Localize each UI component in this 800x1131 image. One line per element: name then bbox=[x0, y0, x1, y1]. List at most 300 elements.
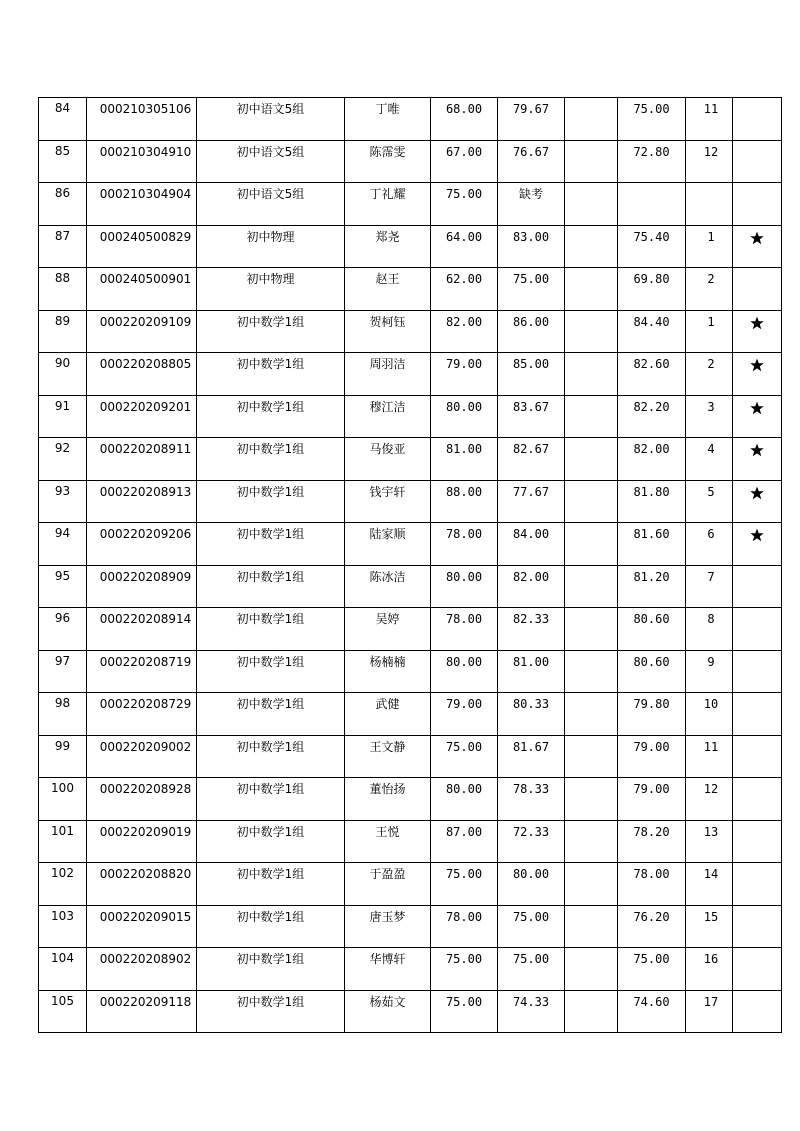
candidate-name: 周羽洁 bbox=[369, 357, 406, 371]
exam-id-cell bbox=[87, 778, 197, 821]
total-score-cell bbox=[618, 650, 686, 693]
rank-cell bbox=[686, 905, 733, 948]
total-score: 81.20 bbox=[633, 569, 670, 584]
rank: 11 bbox=[703, 739, 719, 754]
exam-id: 000220208911 bbox=[99, 442, 192, 456]
total-score-cell bbox=[618, 438, 686, 481]
interview-score-cell bbox=[498, 820, 565, 863]
candidate-name: 丁礼耀 bbox=[369, 187, 406, 201]
candidate-name-cell bbox=[345, 395, 431, 438]
row-number: 90 bbox=[54, 356, 71, 370]
table-row bbox=[39, 778, 782, 821]
exam-id-cell bbox=[87, 268, 197, 311]
written-score-cell bbox=[431, 353, 498, 396]
candidate-name-cell bbox=[345, 905, 431, 948]
position-name-cell bbox=[197, 268, 345, 311]
rank: 6 bbox=[707, 527, 715, 541]
total-score-cell bbox=[618, 268, 686, 311]
rank: 12 bbox=[703, 782, 719, 796]
exam-id: 000240500901 bbox=[99, 272, 192, 286]
candidate-name: 华博轩 bbox=[369, 952, 406, 966]
position-name: 初中数学1组 bbox=[236, 654, 305, 669]
candidate-name-cell bbox=[345, 820, 431, 863]
written-score: 62.00 bbox=[445, 272, 483, 286]
exam-id-cell bbox=[87, 990, 197, 1033]
candidate-name-cell bbox=[345, 183, 431, 226]
interview-score: 78.33 bbox=[512, 782, 550, 796]
rank-cell bbox=[686, 438, 733, 481]
position-name-cell bbox=[197, 310, 345, 353]
position-name-cell bbox=[197, 183, 345, 226]
empty-cell-cell bbox=[565, 778, 618, 821]
position-name: 初中物理 bbox=[246, 272, 295, 286]
position-name-cell bbox=[197, 735, 345, 778]
rank: 2 bbox=[707, 272, 715, 286]
interview-score-cell bbox=[498, 863, 565, 906]
candidate-name-cell bbox=[345, 778, 431, 821]
rank-cell bbox=[686, 948, 733, 991]
rank-cell bbox=[686, 268, 733, 311]
empty-cell-cell bbox=[565, 990, 618, 1033]
exam-id-cell bbox=[87, 735, 197, 778]
rank-cell bbox=[686, 863, 733, 906]
table-row bbox=[39, 735, 782, 778]
row-number: 85 bbox=[54, 143, 71, 158]
total-score: 74.60 bbox=[633, 994, 670, 1009]
position-name-cell bbox=[197, 650, 345, 693]
exam-id-cell bbox=[87, 310, 197, 353]
mark-cell bbox=[733, 735, 782, 778]
exam-id-cell bbox=[87, 905, 197, 948]
exam-id-cell bbox=[87, 863, 197, 906]
rank: 15 bbox=[703, 909, 719, 924]
total-score: 81.60 bbox=[633, 527, 670, 541]
total-score: 79.00 bbox=[633, 782, 670, 796]
position-name: 初中数学1组 bbox=[236, 952, 305, 966]
interview-score-cell bbox=[498, 98, 565, 141]
table-row bbox=[39, 353, 782, 396]
candidate-name: 贺柯钰 bbox=[369, 314, 406, 329]
total-score-cell bbox=[618, 948, 686, 991]
position-name: 初中数学1组 bbox=[236, 739, 305, 754]
interview-score: 75.00 bbox=[512, 952, 550, 966]
exam-id: 000240500829 bbox=[99, 229, 192, 244]
total-score: 79.00 bbox=[633, 739, 670, 754]
candidate-name: 杨茹文 bbox=[369, 994, 406, 1009]
mark-cell bbox=[733, 608, 782, 651]
empty-cell-cell bbox=[565, 820, 618, 863]
interview-score-cell bbox=[498, 310, 565, 353]
table-row bbox=[39, 863, 782, 906]
candidate-name: 陈霈雯 bbox=[369, 144, 406, 159]
written-score-cell bbox=[431, 948, 498, 991]
interview-score-cell bbox=[498, 735, 565, 778]
exam-id-cell bbox=[87, 523, 197, 566]
table-row bbox=[39, 438, 782, 481]
exam-id: 000210305106 bbox=[99, 102, 192, 116]
table-row bbox=[39, 650, 782, 693]
row-number-cell bbox=[39, 353, 87, 396]
position-name-cell bbox=[197, 480, 345, 523]
interview-score: 80.33 bbox=[512, 697, 550, 711]
total-score: 75.00 bbox=[633, 952, 670, 966]
position-name: 初中数学1组 bbox=[236, 994, 305, 1009]
total-score-cell bbox=[618, 905, 686, 948]
empty-cell-cell bbox=[565, 438, 618, 481]
empty-cell-cell bbox=[565, 863, 618, 906]
written-score: 79.00 bbox=[445, 357, 483, 371]
rank-cell bbox=[686, 820, 733, 863]
exam-id-cell bbox=[87, 693, 197, 736]
exam-id: 000220209206 bbox=[99, 527, 192, 541]
interview-score: 72.33 bbox=[512, 824, 550, 839]
candidate-name-cell bbox=[345, 650, 431, 693]
table-row bbox=[39, 140, 782, 183]
interview-score: 80.00 bbox=[512, 867, 550, 881]
position-name-cell bbox=[197, 608, 345, 651]
score-table bbox=[38, 97, 782, 1033]
position-name: 初中数学1组 bbox=[236, 399, 305, 414]
written-score: 64.00 bbox=[445, 229, 483, 244]
candidate-name: 陈冰洁 bbox=[369, 569, 406, 584]
candidate-name: 穆江洁 bbox=[369, 399, 406, 414]
total-score-cell bbox=[618, 863, 686, 906]
candidate-name-cell bbox=[345, 480, 431, 523]
row-number-cell bbox=[39, 98, 87, 141]
exam-id: 000220208805 bbox=[99, 357, 192, 371]
exam-id-cell bbox=[87, 395, 197, 438]
total-score-cell bbox=[618, 990, 686, 1033]
row-number-cell bbox=[39, 863, 87, 906]
table-row bbox=[39, 480, 782, 523]
position-name: 初中语文5组 bbox=[236, 102, 305, 116]
position-name: 初中数学1组 bbox=[236, 484, 305, 499]
written-score: 81.00 bbox=[445, 442, 483, 456]
written-score-cell bbox=[431, 565, 498, 608]
table-row bbox=[39, 523, 782, 566]
written-score-cell bbox=[431, 268, 498, 311]
row-number-cell bbox=[39, 650, 87, 693]
position-name: 初中语文5组 bbox=[236, 144, 305, 159]
total-score: 75.00 bbox=[633, 102, 670, 116]
written-score-cell bbox=[431, 735, 498, 778]
row-number-cell bbox=[39, 480, 87, 523]
candidate-name-cell bbox=[345, 98, 431, 141]
mark-cell bbox=[733, 693, 782, 736]
position-name: 初中数学1组 bbox=[236, 569, 305, 584]
mark-cell bbox=[733, 778, 782, 821]
row-number-cell bbox=[39, 948, 87, 991]
row-number-cell bbox=[39, 990, 87, 1033]
interview-score-cell bbox=[498, 778, 565, 821]
empty-cell-cell bbox=[565, 650, 618, 693]
exam-id: 000220208909 bbox=[99, 569, 192, 584]
total-score: 80.60 bbox=[633, 654, 670, 669]
written-score-cell bbox=[431, 990, 498, 1033]
candidate-name-cell bbox=[345, 523, 431, 566]
interview-score-cell bbox=[498, 948, 565, 991]
candidate-name-cell bbox=[345, 438, 431, 481]
rank-cell bbox=[686, 523, 733, 566]
row-number: 88 bbox=[54, 271, 71, 285]
exam-id: 000220209019 bbox=[99, 824, 192, 839]
position-name: 初中数学1组 bbox=[236, 527, 305, 541]
written-score-cell bbox=[431, 98, 498, 141]
exam-id-cell bbox=[87, 480, 197, 523]
rank-cell bbox=[686, 693, 733, 736]
total-score-cell bbox=[618, 820, 686, 863]
mark-cell bbox=[733, 905, 782, 948]
interview-score-cell bbox=[498, 183, 565, 226]
mark-cell bbox=[733, 650, 782, 693]
written-score-cell bbox=[431, 438, 498, 481]
written-score-cell bbox=[431, 225, 498, 268]
rank: 14 bbox=[703, 867, 719, 881]
row-number-cell bbox=[39, 268, 87, 311]
exam-id: 000220209109 bbox=[99, 314, 192, 329]
empty-cell-cell bbox=[565, 140, 618, 183]
total-score-cell bbox=[618, 565, 686, 608]
mark-cell bbox=[733, 565, 782, 608]
exam-id-cell bbox=[87, 438, 197, 481]
total-score-cell bbox=[618, 735, 686, 778]
position-name: 初中数学1组 bbox=[236, 867, 305, 881]
rank: 9 bbox=[707, 654, 715, 669]
exam-id: 000220208914 bbox=[99, 612, 192, 626]
candidate-name: 丁唯 bbox=[375, 102, 400, 116]
position-name-cell bbox=[197, 990, 345, 1033]
interview-score: 81.00 bbox=[512, 654, 550, 669]
exam-id-cell bbox=[87, 225, 197, 268]
candidate-name: 于盈盈 bbox=[369, 867, 406, 881]
rank: 12 bbox=[703, 144, 719, 159]
table-row bbox=[39, 98, 782, 141]
position-name-cell bbox=[197, 948, 345, 991]
rank-cell bbox=[686, 395, 733, 438]
exam-id: 000220209015 bbox=[99, 909, 192, 924]
star-icon bbox=[750, 528, 764, 542]
position-name-cell bbox=[197, 395, 345, 438]
table-row bbox=[39, 693, 782, 736]
row-number-cell bbox=[39, 608, 87, 651]
written-score-cell bbox=[431, 905, 498, 948]
written-score-cell bbox=[431, 820, 498, 863]
row-number: 84 bbox=[54, 101, 71, 115]
exam-id-cell bbox=[87, 608, 197, 651]
row-number: 91 bbox=[54, 398, 71, 413]
interview-score-cell bbox=[498, 523, 565, 566]
candidate-name: 杨楠楠 bbox=[369, 654, 406, 669]
interview-score: 76.67 bbox=[512, 144, 550, 159]
empty-cell-cell bbox=[565, 183, 618, 226]
candidate-name: 武健 bbox=[375, 697, 400, 711]
interview-score-cell bbox=[498, 650, 565, 693]
row-number-cell bbox=[39, 140, 87, 183]
written-score: 75.00 bbox=[445, 867, 483, 881]
rank-cell bbox=[686, 565, 733, 608]
mark-cell bbox=[733, 523, 782, 566]
written-score: 75.00 bbox=[445, 187, 483, 201]
interview-score: 84.00 bbox=[512, 527, 550, 541]
total-score-cell bbox=[618, 608, 686, 651]
candidate-name: 郑尧 bbox=[375, 229, 400, 244]
mark-cell bbox=[733, 225, 782, 268]
mark-cell bbox=[733, 395, 782, 438]
rank-cell bbox=[686, 98, 733, 141]
rank-cell bbox=[686, 778, 733, 821]
exam-id-cell bbox=[87, 820, 197, 863]
candidate-name: 陆家顺 bbox=[369, 527, 406, 541]
row-number: 98 bbox=[54, 696, 71, 710]
empty-cell-cell bbox=[565, 565, 618, 608]
interview-score: 81.67 bbox=[512, 739, 550, 754]
total-score: 75.40 bbox=[633, 229, 670, 244]
row-number: 100 bbox=[51, 781, 74, 795]
empty-cell-cell bbox=[565, 98, 618, 141]
position-name: 初中数学1组 bbox=[236, 824, 305, 839]
candidate-name-cell bbox=[345, 863, 431, 906]
exam-id: 000220208719 bbox=[99, 654, 192, 669]
rank: 13 bbox=[703, 824, 719, 839]
candidate-name: 钱宇轩 bbox=[369, 484, 406, 499]
row-number: 97 bbox=[54, 653, 71, 668]
mark-cell bbox=[733, 98, 782, 141]
exam-id: 000220208902 bbox=[99, 952, 192, 966]
mark-cell bbox=[733, 948, 782, 991]
written-score: 80.00 bbox=[445, 569, 483, 584]
interview-score-cell bbox=[498, 608, 565, 651]
written-score: 75.00 bbox=[445, 994, 483, 1009]
total-score: 82.60 bbox=[633, 357, 670, 371]
row-number-cell bbox=[39, 820, 87, 863]
position-name-cell bbox=[197, 438, 345, 481]
position-name: 初中数学1组 bbox=[236, 612, 305, 626]
rank: 17 bbox=[703, 994, 719, 1009]
table-row bbox=[39, 310, 782, 353]
candidate-name-cell bbox=[345, 948, 431, 991]
candidate-name: 王文静 bbox=[369, 739, 406, 754]
total-score-cell bbox=[618, 183, 686, 226]
position-name-cell bbox=[197, 565, 345, 608]
mark-cell bbox=[733, 183, 782, 226]
written-score: 80.00 bbox=[445, 782, 483, 796]
rank: 10 bbox=[703, 697, 719, 711]
interview-score-cell bbox=[498, 438, 565, 481]
star-icon bbox=[750, 231, 764, 245]
empty-cell-cell bbox=[565, 608, 618, 651]
table-row bbox=[39, 565, 782, 608]
star-icon bbox=[750, 486, 764, 500]
position-name-cell bbox=[197, 140, 345, 183]
total-score: 80.60 bbox=[633, 612, 670, 626]
total-score: 82.00 bbox=[633, 442, 670, 456]
written-score: 67.00 bbox=[445, 144, 483, 159]
table-row bbox=[39, 820, 782, 863]
empty-cell-cell bbox=[565, 948, 618, 991]
rank: 5 bbox=[707, 484, 715, 499]
position-name: 初中数学1组 bbox=[236, 442, 305, 456]
empty-cell-cell bbox=[565, 735, 618, 778]
written-score: 79.00 bbox=[445, 697, 483, 711]
mark-cell bbox=[733, 268, 782, 311]
exam-id: 000210304910 bbox=[99, 144, 192, 159]
interview-score: 75.00 bbox=[512, 909, 550, 924]
table-row bbox=[39, 905, 782, 948]
candidate-name-cell bbox=[345, 608, 431, 651]
written-score-cell bbox=[431, 140, 498, 183]
row-number-cell bbox=[39, 523, 87, 566]
total-score-cell bbox=[618, 395, 686, 438]
position-name-cell bbox=[197, 225, 345, 268]
row-number-cell bbox=[39, 183, 87, 226]
row-number-cell bbox=[39, 778, 87, 821]
row-number-cell bbox=[39, 438, 87, 481]
rank: 1 bbox=[707, 314, 715, 329]
exam-id: 000220209002 bbox=[99, 739, 192, 754]
position-name-cell bbox=[197, 905, 345, 948]
row-number: 95 bbox=[54, 568, 71, 583]
interview-score-cell bbox=[498, 140, 565, 183]
interview-score: 缺考 bbox=[518, 187, 543, 201]
exam-id: 000220208729 bbox=[99, 697, 192, 711]
interview-score: 85.00 bbox=[512, 357, 550, 371]
candidate-name-cell bbox=[345, 268, 431, 311]
written-score: 82.00 bbox=[445, 314, 483, 329]
exam-id-cell bbox=[87, 353, 197, 396]
rank-cell bbox=[686, 310, 733, 353]
row-number: 105 bbox=[51, 993, 74, 1008]
rank: 4 bbox=[707, 442, 715, 456]
rank-cell bbox=[686, 183, 733, 226]
row-number: 104 bbox=[51, 951, 74, 965]
written-score-cell bbox=[431, 608, 498, 651]
row-number: 103 bbox=[51, 908, 74, 923]
rank-cell bbox=[686, 650, 733, 693]
written-score-cell bbox=[431, 778, 498, 821]
interview-score-cell bbox=[498, 480, 565, 523]
row-number: 102 bbox=[51, 866, 74, 880]
written-score: 87.00 bbox=[445, 824, 483, 839]
empty-cell-cell bbox=[565, 353, 618, 396]
table-row bbox=[39, 990, 782, 1033]
star-icon bbox=[750, 443, 764, 457]
exam-id-cell bbox=[87, 565, 197, 608]
rank: 3 bbox=[707, 399, 715, 414]
interview-score-cell bbox=[498, 990, 565, 1033]
rank-cell bbox=[686, 353, 733, 396]
total-score-cell bbox=[618, 353, 686, 396]
candidate-name-cell bbox=[345, 735, 431, 778]
written-score: 88.00 bbox=[445, 484, 483, 499]
total-score-cell bbox=[618, 140, 686, 183]
written-score: 78.00 bbox=[445, 527, 483, 541]
row-number: 99 bbox=[54, 738, 71, 753]
interview-score: 83.00 bbox=[512, 229, 550, 244]
exam-id-cell bbox=[87, 948, 197, 991]
interview-score-cell bbox=[498, 905, 565, 948]
exam-id-cell bbox=[87, 98, 197, 141]
empty-cell-cell bbox=[565, 310, 618, 353]
exam-id-cell bbox=[87, 650, 197, 693]
position-name: 初中数学1组 bbox=[236, 697, 305, 711]
exam-id: 000220209201 bbox=[99, 399, 192, 414]
rank: 2 bbox=[707, 357, 715, 371]
star-icon bbox=[750, 316, 764, 330]
row-number-cell bbox=[39, 310, 87, 353]
position-name: 初中数学1组 bbox=[236, 909, 305, 924]
candidate-name: 马俊亚 bbox=[369, 442, 406, 456]
row-number: 87 bbox=[54, 228, 71, 243]
